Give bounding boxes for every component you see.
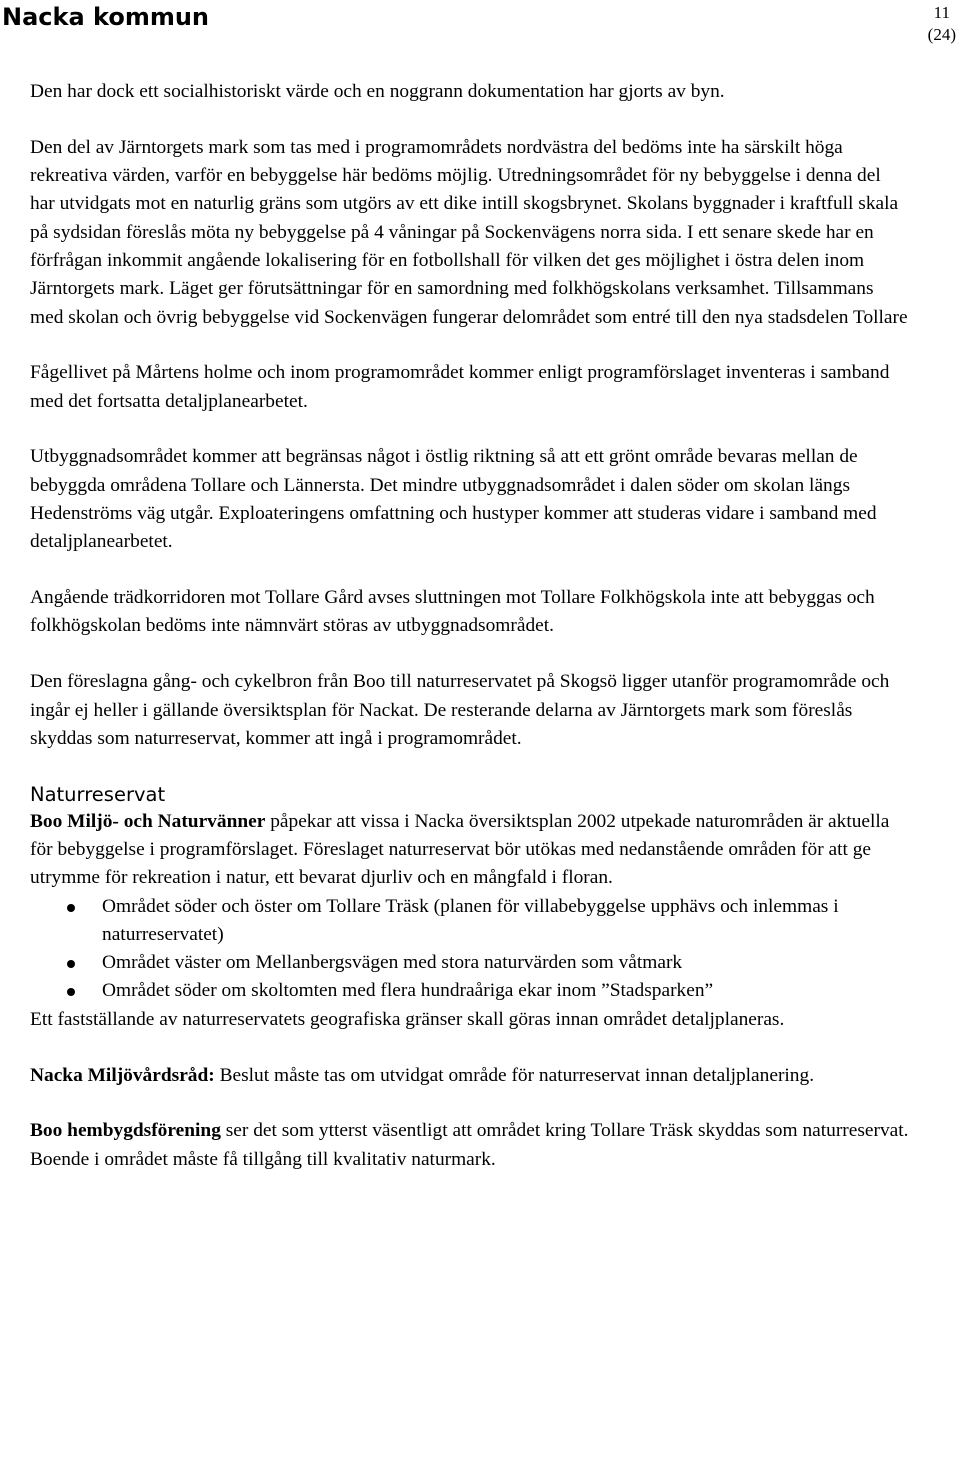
text-boo-hembygdsforening: ser det som ytterst väsentligt att området kring Tollare Träsk skyddas som naturreservat. Boende i området måste få tillgång till kvalitativ naturmark. xyxy=(30,1120,909,1170)
list-item-text: Området väster om Mellanbergsvägen med stora naturvärden som våtmark xyxy=(102,952,683,974)
paragraph-boo-hembygdsforening xyxy=(30,1117,910,1174)
org-boo-miljo: Boo Miljö- och Naturvänner xyxy=(30,810,266,832)
page-number xyxy=(928,2,956,46)
bullet-icon xyxy=(67,904,75,912)
list-item-text: Området söder om skoltomten med flera hundraåriga ekar inom ”Stadsparken” xyxy=(102,980,714,1002)
bullet-icon xyxy=(67,960,75,968)
paragraph-faststallande: Ett fastställande av naturreservatets geografiska gränser skall göras innan området detaljplaneras. xyxy=(30,1008,785,1030)
org-boo-hembygdsforening: Boo hembygdsförening xyxy=(30,1120,221,1142)
paragraph-socialhistoriskt: Den har dock ett socialhistoriskt värde och en noggrann dokumentation har gjorts av byn. xyxy=(30,81,725,102)
paragraph-jarntorget: Den del av Järntorgets mark som tas med i programområdets nordvästra del bedöms inte ha särskilt höga rekreativa värden, varför en bebyggelse här bedöms möjlig. Utredningsområdet för ny bebyggelse i denna del har utvidgats mot en naturlig gräns som utgörs av ett dike intill skogsbrynet. Skolans byggnader i kraftfull skala på sydsidan föreslås möta ny bebyggelse på 4 våningar på Sockenvägens norra sida. I ett senare skede har en förfrågan inkommit angående lokalisering för en fotbollshall för vilken det ges möjlighet i östra delen inom Järntorgets mark. Läget ger förutsättningar för en samordning med folkhögskolans verksamhet. Tillsammans med skolan och övrig bebyggelse vid Sockenvägen fungerar delområdet som entré till den nya stadsdelen Tollare xyxy=(30,136,908,328)
page-number-current: 11 xyxy=(933,3,951,22)
page-number-total: (24) xyxy=(927,25,956,44)
paragraph-boo-miljo xyxy=(30,808,910,893)
paragraph-utbyggnadsomradet: Utbyggnadsområdet kommer att begränsas något i östlig riktning så att ett grönt område bevaras mellan de bebyggda områdena Tollare och Lännersta. Det mindre utbyggnadsområdet i dalen söder om skolan längs Hedenströms väg utgår. Exploateringens omfattning och hustyper kommer att studeras vidare i samband med detaljplanearbetet. xyxy=(30,446,877,553)
list-item xyxy=(30,893,910,950)
paragraph-cykelbron: Den föreslagna gång- och cykelbron från Boo till naturreservatet på Skogsö ligger utanför programområde och ingår ej heller i gällande översiktsplan för Nackat. De resterande delarna av Järntorgets mark som föreslås skyddas som naturreservat, kommer att ingå i programområdet. xyxy=(30,671,890,749)
section-heading-naturreservat: Naturreservat xyxy=(30,782,166,806)
list-item xyxy=(30,949,910,977)
org-nacka-miljovardsrad: Nacka Miljövårdsråd: xyxy=(30,1064,215,1086)
paragraph-nacka-miljovardsrad xyxy=(30,1062,910,1090)
page-header-title: Nacka kommun xyxy=(2,3,210,31)
document-body xyxy=(30,78,910,1174)
text-boo-miljo: påpekar att vissa i Nacka översiktsplan 2002 utpekade naturområden är aktuella för bebyggelse i programförslaget. Föreslaget naturreservat bör utökas med nedanstående områden för att ge utrymme för rekreation i natur, ett bevarat djurliv och en mångfald i floran. xyxy=(30,810,890,889)
paragraph-fagellivet: Fågellivet på Mårtens holme och inom programområdet kommer enligt programförslaget inventeras i samband med det fortsatta detaljplanearbetet. xyxy=(30,362,890,412)
list-item xyxy=(30,977,910,1005)
paragraph-tradkorridoren: Angående trädkorridoren mot Tollare Gård avses sluttningen mot Tollare Folkhögskola inte att bebyggas och folkhögskolan bedöms inte nämnvärt störas av utbyggnadsområdet. xyxy=(30,587,875,637)
list-item-text: Området söder och öster om Tollare Träsk (planen för villabebyggelse upphävs och inlemmas i naturreservatet) xyxy=(102,895,839,945)
bullet-list-areas xyxy=(30,893,910,1006)
bullet-icon xyxy=(67,988,75,996)
text-nacka-miljovardsrad: Beslut måste tas om utvidgat område för naturreservat innan detaljplanering. xyxy=(214,1064,815,1086)
